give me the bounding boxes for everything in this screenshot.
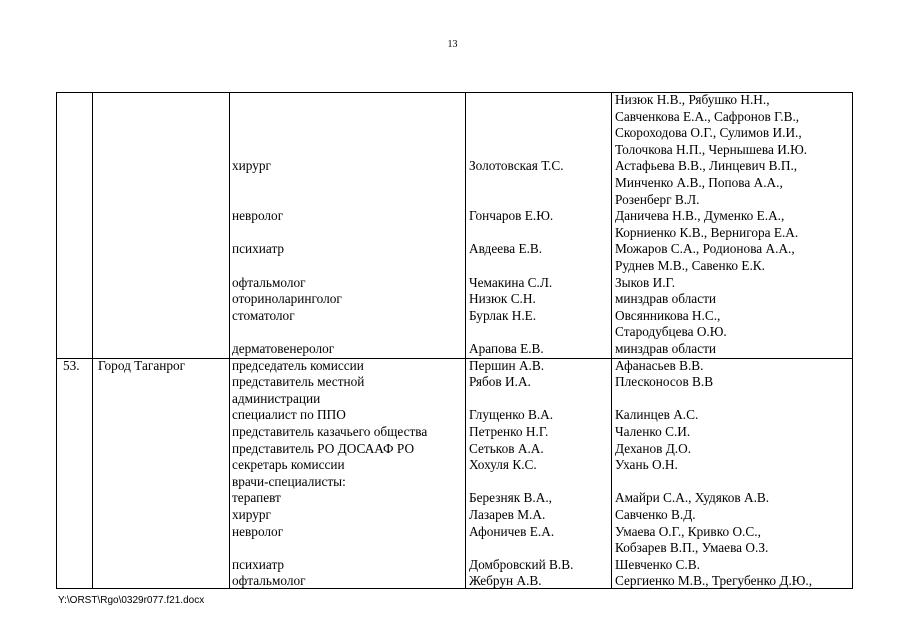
deputy-names-cell: Савченко В.Д. xyxy=(615,507,696,522)
member-name-cell: Хохуля К.С. xyxy=(469,457,537,473)
column-divider xyxy=(611,93,612,588)
row-number-cell: 53. xyxy=(63,357,80,373)
deputy-names-cell: Плесконосов В.В xyxy=(615,374,714,390)
deputy-names-cell: Корниенко К.В., Вернигора Е.А. xyxy=(615,224,799,240)
role-cell: врачи-специалисты: xyxy=(232,473,346,489)
commission-table xyxy=(56,92,853,589)
deputy-names-cell: минздрав области xyxy=(615,341,717,356)
deputy-names-cell: Кобзарев В.П., Умаева О.З. xyxy=(615,540,769,556)
role-cell: стоматолог xyxy=(232,307,295,323)
role-cell: терапевт xyxy=(232,490,281,506)
footer-path: Y:\ORST\Rgo\0329r077.f21.docx xyxy=(58,595,205,606)
deputy-names-cell: Скороходова О.Г., Сулимов И.И., xyxy=(615,125,802,141)
deputy-names-cell: Амайри С.А., Худяков А.В. xyxy=(615,490,770,506)
deputy-names-cell: Афанасьев В.В. xyxy=(615,357,704,373)
role-cell: администрации xyxy=(232,390,321,406)
member-name-cell: Лазарев М.А. xyxy=(469,507,546,522)
role-cell: офтальмолог xyxy=(232,573,306,589)
column-divider xyxy=(92,93,93,588)
column-divider xyxy=(229,93,230,588)
deputy-names-cell: Сергиенко М.В., Трегубенко Д.Ю., xyxy=(615,573,813,589)
deputy-names-cell: Савченкова Е.А., Сафронов Г.В., xyxy=(615,108,800,124)
member-name-cell: Чемакина С.Л. xyxy=(469,274,553,290)
role-cell: психиатр xyxy=(232,241,285,257)
deputy-names-cell: Ухань О.Н. xyxy=(615,457,678,473)
member-name-cell: Арапова Е.В. xyxy=(469,341,544,356)
role-cell: невролог xyxy=(232,208,284,224)
deputy-names-cell: Даничева Н.В., Думенко Е.А., xyxy=(615,208,785,224)
role-cell: специалист по ППО xyxy=(232,407,346,423)
role-cell: представитель РО ДОСААФ РО xyxy=(232,440,415,456)
member-name-cell: Низюк С.Н. xyxy=(469,291,536,307)
member-name-cell: Першин А.В. xyxy=(469,357,545,373)
deputy-names-cell: Руднев М.В., Савенко Е.К. xyxy=(615,258,765,273)
deputy-names-cell: Шевченко С.В. xyxy=(615,556,700,572)
city-cell: Город Таганрог xyxy=(98,357,186,373)
deputy-names-cell: Розенберг В.Л. xyxy=(615,191,700,207)
member-name-cell: Гончаров Е.Ю. xyxy=(469,208,554,224)
role-cell: офтальмолог xyxy=(232,274,306,290)
deputy-names-cell: минздрав области xyxy=(615,291,717,307)
deputy-names-cell: Низюк Н.В., Рябушко Н.Н., xyxy=(615,92,770,107)
role-cell: председатель комиссии xyxy=(232,357,364,373)
deputy-names-cell: Зыков И.Г. xyxy=(615,274,676,290)
deputy-names-cell: Можаров С.А., Родионова А.А., xyxy=(615,241,795,257)
member-name-cell: Бурлак Н.Е. xyxy=(469,307,537,323)
page-number: 13 xyxy=(447,39,458,50)
member-name-cell: Афоничев Е.А. xyxy=(469,523,555,539)
deputy-names-cell: Стародубцева О.Ю. xyxy=(615,324,727,340)
deputy-names-cell: Минченко А.В., Попова А.А., xyxy=(615,175,783,190)
member-name-cell: Авдеева Е.В. xyxy=(469,241,543,257)
role-cell: дерматовенеролог xyxy=(232,341,335,356)
member-name-cell: Сетьков А.А. xyxy=(469,440,544,456)
member-name-cell: Домбровский В.В. xyxy=(469,556,574,572)
role-cell: представитель казачьего общества xyxy=(232,424,428,439)
member-name-cell: Жебрун А.В. xyxy=(469,573,542,589)
column-divider xyxy=(465,93,466,588)
deputy-names-cell: Толочкова Н.П., Чернышева И.Ю. xyxy=(615,141,808,157)
deputy-names-cell: Калинцев А.С. xyxy=(615,407,699,423)
member-name-cell: Березняк В.А., xyxy=(469,490,552,506)
role-cell: хирург xyxy=(232,507,271,522)
deputy-names-cell: Деханов Д.О. xyxy=(615,440,692,456)
member-name-cell: Рябов И.А. xyxy=(469,374,531,390)
deputy-names-cell: Чаленко С.И. xyxy=(615,424,691,439)
member-name-cell: Золотовская Т.С. xyxy=(469,158,564,174)
role-cell: секретарь комиссии xyxy=(232,457,345,473)
role-cell: хирург xyxy=(232,158,271,174)
deputy-names-cell: Овсянникова Н.С., xyxy=(615,307,721,323)
deputy-names-cell: Умаева О.Г., Кривко О.С., xyxy=(615,523,761,539)
member-name-cell: Глущенко В.А. xyxy=(469,407,554,423)
role-cell: оториноларинголог xyxy=(232,291,342,307)
member-name-cell: Петренко Н.Г. xyxy=(469,424,549,439)
role-cell: представитель местной xyxy=(232,374,365,390)
role-cell: психиатр xyxy=(232,556,285,572)
deputy-names-cell: Астафьева В.В., Линцевич В.П., xyxy=(615,158,798,174)
role-cell: невролог xyxy=(232,523,284,539)
